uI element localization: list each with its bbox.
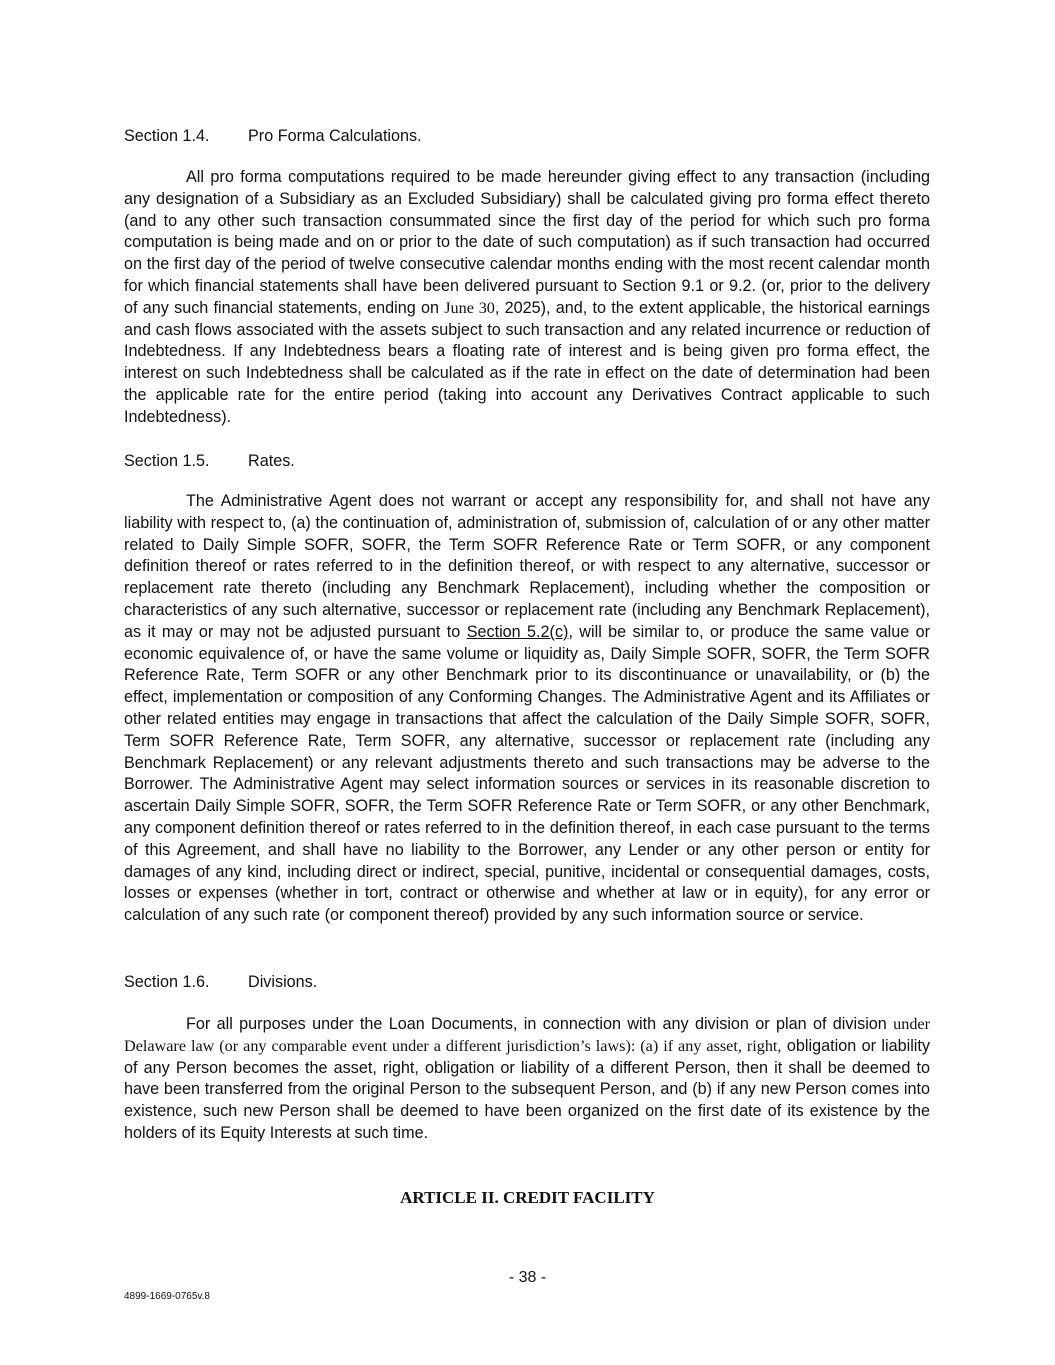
document-id: 4899-1669-0765v.8 [124, 1291, 210, 1302]
body-text: , will be similar to, or produce the same value or economic equivalence of, or have the same volume or liquidity as, Daily Simple SOFR, SOFR, the Term SOFR Reference Rate, Term SOFR or any other Benchmark prior to its discontinuance or unavailability, or (b) the effect, implementation or composition of any Conforming Changes. The Administrative Agent and its Affiliates or other related entities may engage in transactions that affect the calculation of the Daily Simple SOFR, SOFR, Term SOFR Reference Rate, Term SOFR, any alternative, successor or replacement rate (including any Benchmark Replacement) or any relevant adjustments thereto and such transactions may be adverse to the Borrower. The Administrative Agent may select information sources or services in its reasonable discretion to ascertain Daily Simple SOFR, SOFR, the Term SOFR Reference Rate or Term SOFR, or any other Benchmark, any component definition thereof or rates referred to in the definition thereof, in each case pursuant to the terms of this Agreement, and shall have no liability to the Borrower, any Lender or any other person or entity for damages of any kind, including direct or indirect, special, punitive, incidental or consequential damages, costs, losses or expenses (whether in tort, contract or otherwise and whether at law or in equity), for any error or calculation of any such rate (or component thereof) provided by any such information source or service. [124, 622, 930, 925]
page-number: - 38 - [508, 1269, 547, 1286]
section-number: Section 1.4. [124, 127, 210, 145]
section-number: Section 1.5. [124, 452, 210, 470]
article-heading: ARTICLE II. CREDIT FACILITY [400, 1188, 655, 1207]
body-text: , 2025), and, to the extent applicable, the historical earnings and cash flows associated with the assets subject to such transaction and any related incurrence or reduction of Indebtedness. If any Indebtedness bears a floating rate of interest and is being given pro forma effect, the interest on such Indebtedness shall be calculated as if the rate in effect on the date of determination had been the applicable rate for the entire period (taking into account any Derivatives Contract applicable to such Indebtedness). [124, 298, 931, 426]
section-number: Section 1.6. [124, 973, 210, 991]
section-title: Divisions. [248, 973, 318, 991]
section-heading-1-5 [124, 451, 295, 472]
body-text: For all purposes under the Loan Documents, in connection with any division or plan of division [186, 1015, 894, 1033]
date-text: June 30 [444, 298, 495, 317]
section-5-2c-reference: Section 5.2(c) [466, 622, 569, 641]
section-1-5-body [124, 491, 930, 927]
section-1-4-body [124, 167, 930, 429]
body-text: obligation or liability of any Person becomes the asset, right, obligation or liability of a different Person, then it shall be deemed to have been transferred from the original Person to the subsequent Person, and (b) if any new Person comes into existence, such new Person shall be deemed to have been organized on the first date of its existence by the holders of its Equity Interests at such time. [124, 1036, 930, 1142]
section-title: Rates. [248, 452, 295, 470]
body-text: The Administrative Agent does not warrant or accept any responsibility for, and shall not have any liability with respect to, (a) the continuation of, administration of, submission of, calculation of or any other matter related to Daily Simple SOFR, SOFR, the Term SOFR Reference Rate or Term SOFR, or any component definition thereof or rates referred to in the definition thereof, or with respect to any alternative, successor or replacement rate thereto (including any Benchmark Replacement), including whether the composition or characteristics of any such alternative, successor or replacement rate (including any Benchmark Replacement), as it may or may not be adjusted pursuant to [124, 492, 930, 641]
section-heading-1-4 [124, 126, 422, 147]
section-1-6-body [124, 1014, 930, 1145]
body-text-serif: under Delaware law (or any comparable event under a different jurisdiction’s laws): (a) if any asset, right, [124, 1015, 930, 1055]
body-text: All pro forma computations required to be made hereunder giving effect to any transaction (including any designation of a Subsidiary as an Excluded Subsidiary) shall be calculated giving pro forma effect thereto (and to any other such transaction consummated since the first day of the period for which such pro forma computation is being made and on or prior to the date of such computation) as if such transaction had occurred on the first day of the period of twelve consecutive calendar months ending with the most recent calendar month for which financial statements shall have been delivered pursuant to Section 9.1 or 9.2. (or, prior to the delivery of any such financial statements, ending on [124, 168, 930, 317]
section-title: Pro Forma Calculations. [248, 127, 422, 145]
section-heading-1-6 [124, 972, 317, 993]
